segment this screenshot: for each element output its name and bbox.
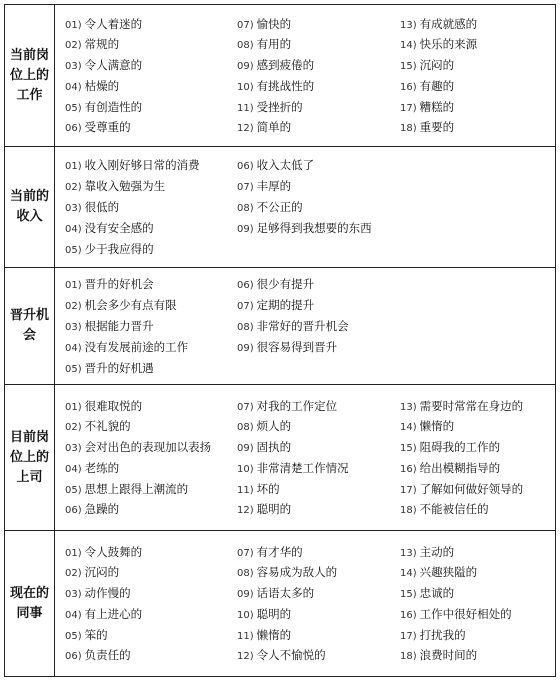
item-text: 主动的 bbox=[419, 544, 455, 559]
item-number: 09) bbox=[237, 443, 254, 455]
item-number: 06) bbox=[65, 123, 82, 135]
item-number: 06) bbox=[65, 505, 82, 517]
item-number: 12) bbox=[237, 651, 254, 663]
item-number: 08) bbox=[237, 321, 254, 333]
item-text: 急躁的 bbox=[84, 502, 120, 517]
list-item bbox=[400, 544, 560, 560]
item-number: 03) bbox=[65, 443, 82, 455]
category-cell bbox=[5, 147, 55, 268]
item-text: 打扰我的 bbox=[419, 627, 466, 642]
category-title: 晋升机会 bbox=[9, 308, 49, 343]
item-text: 固执的 bbox=[256, 440, 292, 455]
item-text: 非常清楚工作情况 bbox=[256, 460, 349, 475]
list-item bbox=[237, 606, 400, 622]
category-title: 目前岗位上的上司 bbox=[9, 429, 49, 485]
list-item bbox=[400, 606, 560, 622]
list-item bbox=[65, 360, 237, 376]
item-text: 糟糕的 bbox=[419, 99, 455, 114]
item-text: 阻碍我的工作的 bbox=[419, 440, 501, 455]
item-number: 07) bbox=[237, 301, 254, 313]
item-number: 05) bbox=[65, 630, 82, 642]
category-cell bbox=[5, 5, 55, 147]
item-number: 04) bbox=[65, 81, 82, 93]
list-item bbox=[65, 119, 237, 135]
item-number: 07) bbox=[237, 547, 254, 559]
item-text: 忠诚的 bbox=[419, 586, 455, 601]
list-item bbox=[237, 460, 400, 476]
item-number: 09) bbox=[237, 589, 254, 601]
list-item bbox=[65, 276, 237, 292]
items-cell bbox=[55, 5, 556, 147]
item-number: 05) bbox=[65, 363, 82, 375]
item-text: 有创造性的 bbox=[84, 99, 143, 114]
list-item bbox=[65, 78, 237, 94]
list-item bbox=[237, 99, 400, 115]
item-number: 02) bbox=[65, 182, 82, 194]
section-row-supervisor bbox=[5, 385, 556, 531]
list-item bbox=[237, 398, 400, 414]
list-item bbox=[65, 99, 237, 115]
item-text: 不公正的 bbox=[256, 199, 303, 214]
item-number: 11) bbox=[237, 630, 254, 642]
item-number: 15) bbox=[400, 61, 417, 73]
item-number: 01) bbox=[65, 547, 82, 559]
item-text: 非常好的晋升机会 bbox=[256, 318, 349, 333]
list-item bbox=[237, 339, 560, 355]
list-item bbox=[237, 501, 400, 517]
item-number: 14) bbox=[400, 40, 417, 52]
list-item bbox=[237, 439, 400, 455]
list-item bbox=[65, 297, 237, 313]
item-number: 09) bbox=[237, 342, 254, 354]
list-item bbox=[400, 119, 560, 135]
item-text: 有成就感的 bbox=[419, 16, 478, 31]
item-number: 18) bbox=[400, 505, 417, 517]
item-number: 16) bbox=[400, 81, 417, 93]
list-item bbox=[400, 36, 560, 52]
item-text: 对我的工作定位 bbox=[256, 398, 338, 413]
item-number: 11) bbox=[237, 102, 254, 114]
item-number: 16) bbox=[400, 609, 417, 621]
list-item bbox=[400, 57, 560, 73]
item-text: 收入刚好够日常的消费 bbox=[84, 158, 200, 173]
list-item bbox=[237, 418, 400, 434]
item-number: 03) bbox=[65, 202, 82, 214]
item-text: 浪费时间的 bbox=[419, 648, 478, 663]
table-body bbox=[5, 5, 556, 677]
item-number: 07) bbox=[237, 19, 254, 31]
list-item bbox=[65, 418, 237, 434]
list-item bbox=[65, 318, 237, 334]
item-text: 定期的提升 bbox=[256, 298, 315, 313]
item-text: 懒惰的 bbox=[256, 627, 292, 642]
item-text: 机会多少有点有限 bbox=[84, 298, 177, 313]
category-cell bbox=[5, 268, 55, 385]
item-number: 01) bbox=[65, 280, 82, 292]
item-number: 13) bbox=[400, 401, 417, 413]
item-number: 08) bbox=[237, 422, 254, 434]
item-number: 13) bbox=[400, 547, 417, 559]
list-item bbox=[237, 220, 560, 236]
list-item bbox=[237, 57, 400, 73]
item-text: 聪明的 bbox=[256, 606, 292, 621]
list-item bbox=[237, 564, 400, 580]
item-number: 02) bbox=[65, 40, 82, 52]
item-text: 少于我应得的 bbox=[84, 241, 154, 256]
list-item bbox=[65, 460, 237, 476]
item-number: 10) bbox=[237, 609, 254, 621]
item-number: 08) bbox=[237, 40, 254, 52]
item-text: 简单的 bbox=[256, 120, 292, 135]
item-grid bbox=[55, 271, 555, 381]
item-number: 10) bbox=[237, 463, 254, 475]
list-item bbox=[400, 460, 560, 476]
item-number: 12) bbox=[237, 123, 254, 135]
item-text: 没有安全感的 bbox=[84, 220, 154, 235]
item-text: 容易成为敌人的 bbox=[256, 565, 338, 580]
item-number: 08) bbox=[237, 202, 254, 214]
item-text: 晋升的好机会 bbox=[84, 277, 154, 292]
list-item bbox=[65, 606, 237, 622]
item-number: 02) bbox=[65, 301, 82, 313]
list-item bbox=[237, 647, 400, 663]
list-item bbox=[237, 318, 560, 334]
item-number: 07) bbox=[237, 401, 254, 413]
item-text: 很难取悦的 bbox=[84, 398, 143, 413]
item-number: 05) bbox=[65, 484, 82, 496]
item-number: 03) bbox=[65, 321, 82, 333]
item-number: 05) bbox=[65, 244, 82, 256]
list-item bbox=[65, 241, 237, 257]
item-text: 话语太多的 bbox=[256, 586, 315, 601]
list-item bbox=[400, 564, 560, 580]
list-item bbox=[65, 220, 237, 236]
list-item bbox=[237, 199, 560, 215]
item-text: 受尊重的 bbox=[84, 120, 131, 135]
item-text: 没有发展前途的工作 bbox=[84, 339, 189, 354]
item-text: 有挑战性的 bbox=[256, 78, 315, 93]
item-text: 需要时常常在身边的 bbox=[419, 398, 524, 413]
item-text: 笨的 bbox=[84, 627, 108, 642]
item-number: 06) bbox=[237, 161, 254, 173]
item-number: 03) bbox=[65, 589, 82, 601]
item-text: 聪明的 bbox=[256, 502, 292, 517]
item-text: 很少有提升 bbox=[256, 277, 315, 292]
item-text: 很低的 bbox=[84, 199, 120, 214]
item-text: 沉闷的 bbox=[84, 565, 120, 580]
item-grid bbox=[55, 392, 555, 523]
item-number: 14) bbox=[400, 568, 417, 580]
list-item bbox=[237, 78, 400, 94]
item-text: 坏的 bbox=[256, 481, 280, 496]
item-text: 兴趣狭隘的 bbox=[419, 565, 478, 580]
list-item bbox=[237, 544, 400, 560]
item-text: 枯燥的 bbox=[84, 78, 120, 93]
item-number: 02) bbox=[65, 568, 82, 580]
category-cell bbox=[5, 531, 55, 677]
list-item bbox=[237, 157, 560, 173]
list-item bbox=[400, 78, 560, 94]
list-item bbox=[65, 481, 237, 497]
item-text: 丰厚的 bbox=[256, 179, 292, 194]
item-number: 04) bbox=[65, 463, 82, 475]
list-item bbox=[400, 418, 560, 434]
item-number: 17) bbox=[400, 484, 417, 496]
item-number: 15) bbox=[400, 443, 417, 455]
item-number: 01) bbox=[65, 401, 82, 413]
item-text: 有用的 bbox=[256, 37, 292, 52]
item-text: 负责任的 bbox=[84, 648, 131, 663]
item-number: 09) bbox=[237, 61, 254, 73]
item-text: 有才华的 bbox=[256, 544, 303, 559]
category-title: 当前岗位上的工作 bbox=[9, 47, 49, 103]
item-number: 10) bbox=[237, 81, 254, 93]
item-number: 09) bbox=[237, 223, 254, 235]
item-text: 有上进心的 bbox=[84, 606, 143, 621]
list-item bbox=[65, 627, 237, 643]
item-number: 18) bbox=[400, 651, 417, 663]
list-item bbox=[237, 481, 400, 497]
item-text: 快乐的来源 bbox=[419, 37, 478, 52]
item-text: 会对出色的表现加以表扬 bbox=[84, 440, 212, 455]
item-grid bbox=[55, 538, 555, 669]
item-text: 很容易得到晋升 bbox=[256, 339, 338, 354]
item-number: 01) bbox=[65, 19, 82, 31]
item-number: 14) bbox=[400, 422, 417, 434]
item-number: 05) bbox=[65, 102, 82, 114]
item-text: 思想上跟得上潮流的 bbox=[84, 481, 189, 496]
list-item bbox=[237, 297, 560, 313]
item-number: 08) bbox=[237, 568, 254, 580]
list-item bbox=[400, 627, 560, 643]
item-number: 07) bbox=[237, 182, 254, 194]
list-item bbox=[237, 16, 400, 32]
items-cell bbox=[55, 147, 556, 268]
item-number: 17) bbox=[400, 102, 417, 114]
item-text: 根据能力晋升 bbox=[84, 318, 154, 333]
list-item bbox=[65, 564, 237, 580]
item-text: 沉闷的 bbox=[419, 58, 455, 73]
item-grid bbox=[55, 10, 555, 141]
list-item bbox=[237, 178, 560, 194]
item-number: 12) bbox=[237, 505, 254, 517]
list-item bbox=[65, 544, 237, 560]
item-text: 感到疲倦的 bbox=[256, 58, 315, 73]
item-text: 常规的 bbox=[84, 37, 120, 52]
list-item bbox=[400, 398, 560, 414]
list-item bbox=[65, 199, 237, 215]
item-text: 重要的 bbox=[419, 120, 455, 135]
section-row-coworkers bbox=[5, 531, 556, 677]
list-item bbox=[65, 157, 237, 173]
list-item bbox=[65, 647, 237, 663]
item-text: 收入太低了 bbox=[256, 158, 315, 173]
item-text: 动作慢的 bbox=[84, 586, 131, 601]
item-text: 靠收入勉强为生 bbox=[84, 179, 166, 194]
list-item bbox=[65, 36, 237, 52]
item-grid bbox=[55, 152, 555, 262]
item-number: 02) bbox=[65, 422, 82, 434]
list-item bbox=[65, 178, 237, 194]
category-cell bbox=[5, 385, 55, 531]
item-text: 烦人的 bbox=[256, 419, 292, 434]
item-number: 03) bbox=[65, 61, 82, 73]
item-text: 不能被信任的 bbox=[419, 502, 489, 517]
item-text: 给出模糊指导的 bbox=[419, 460, 501, 475]
item-number: 18) bbox=[400, 123, 417, 135]
list-item bbox=[65, 585, 237, 601]
job-descriptive-index-table bbox=[4, 4, 556, 677]
item-text: 懒惰的 bbox=[419, 419, 455, 434]
item-text: 有趣的 bbox=[419, 78, 455, 93]
item-text: 令人不愉悦的 bbox=[256, 648, 326, 663]
section-row-promotion bbox=[5, 268, 556, 385]
item-text: 愉快的 bbox=[256, 16, 292, 31]
item-number: 04) bbox=[65, 342, 82, 354]
item-text: 令人着迷的 bbox=[84, 16, 143, 31]
list-item bbox=[237, 276, 560, 292]
item-text: 不礼貌的 bbox=[84, 419, 131, 434]
category-title: 当前的收入 bbox=[9, 189, 49, 224]
item-number: 06) bbox=[237, 280, 254, 292]
list-item bbox=[400, 481, 560, 497]
item-text: 令人满意的 bbox=[84, 58, 143, 73]
list-item bbox=[65, 57, 237, 73]
item-text: 受挫折的 bbox=[256, 99, 303, 114]
item-number: 13) bbox=[400, 19, 417, 31]
items-cell bbox=[55, 531, 556, 677]
list-item bbox=[400, 647, 560, 663]
list-item bbox=[65, 439, 237, 455]
item-text: 了解如何做好领导的 bbox=[419, 481, 524, 496]
item-number: 11) bbox=[237, 484, 254, 496]
list-item bbox=[237, 36, 400, 52]
item-text: 令人鼓舞的 bbox=[84, 544, 143, 559]
category-title: 现在的同事 bbox=[9, 585, 49, 621]
list-item bbox=[65, 398, 237, 414]
list-item bbox=[400, 501, 560, 517]
item-number: 06) bbox=[65, 651, 82, 663]
list-item bbox=[237, 627, 400, 643]
item-number: 04) bbox=[65, 223, 82, 235]
list-item bbox=[237, 119, 400, 135]
list-item bbox=[400, 585, 560, 601]
item-number: 04) bbox=[65, 609, 82, 621]
section-row-current-job bbox=[5, 5, 556, 147]
list-item bbox=[400, 439, 560, 455]
item-number: 15) bbox=[400, 589, 417, 601]
list-item bbox=[65, 501, 237, 517]
item-number: 17) bbox=[400, 630, 417, 642]
item-number: 01) bbox=[65, 161, 82, 173]
item-text: 足够得到我想要的东西 bbox=[256, 220, 372, 235]
item-text: 老练的 bbox=[84, 460, 120, 475]
item-text: 工作中很好相处的 bbox=[419, 606, 512, 621]
item-number: 16) bbox=[400, 463, 417, 475]
section-row-current-income bbox=[5, 147, 556, 268]
item-text: 晋升的好机遇 bbox=[84, 360, 154, 375]
list-item bbox=[65, 339, 237, 355]
list-item bbox=[400, 99, 560, 115]
list-item bbox=[237, 585, 400, 601]
list-item bbox=[65, 16, 237, 32]
list-item bbox=[400, 16, 560, 32]
items-cell bbox=[55, 268, 556, 385]
items-cell bbox=[55, 385, 556, 531]
